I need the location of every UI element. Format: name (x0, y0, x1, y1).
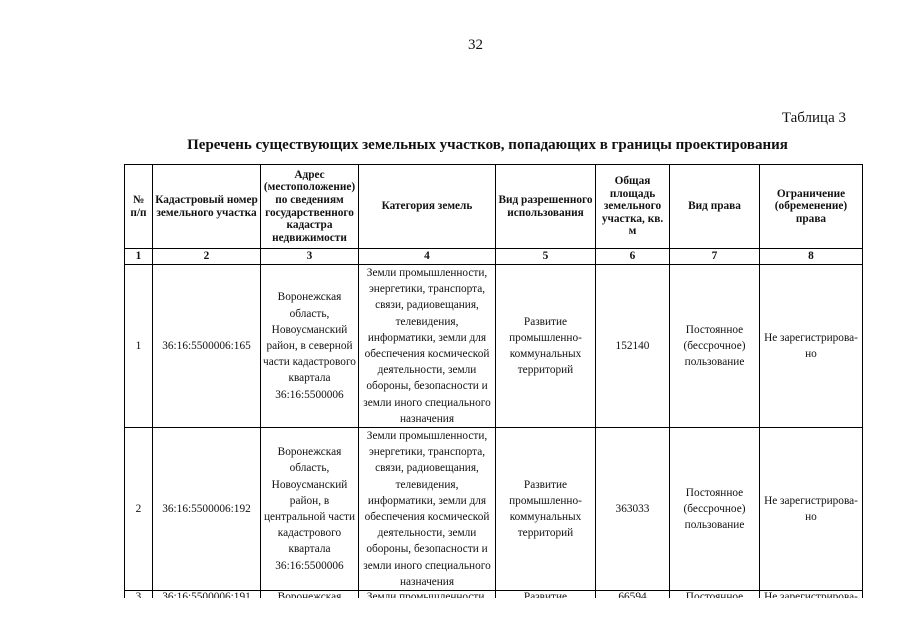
cadastral-number: 36:16:5500006:192 (153, 428, 261, 591)
header-number: № п/п (125, 165, 153, 249)
header-usage: Вид разрешенного использования (496, 165, 596, 249)
column-number: 7 (670, 249, 760, 265)
header-restriction: Ограничение (обременение) права (760, 165, 863, 249)
table-row (125, 265, 863, 428)
column-number: 4 (359, 249, 496, 265)
page-number: 32 (468, 37, 483, 53)
column-number: 3 (261, 249, 359, 265)
row-number: 1 (125, 265, 153, 428)
address-cell: Воронежская область, Новоусманский район, в центральной части кадастрового квартала 36:16:5500006 (261, 428, 359, 591)
table-number: Таблица 3 (781, 110, 846, 126)
header-area: Общая площадь земельного участка, кв. м (596, 165, 670, 249)
category-cell: Земли промышленности, энергетики, транспорта, связи, радиовещания, телевидения, информатики, земли для обеспечения космической деятельности, земли обороны, безопасности и земли иного специального назначения (359, 428, 496, 591)
page-bottom-margin (0, 598, 903, 640)
table-header-row (125, 165, 863, 249)
header-category: Категория земель (359, 165, 496, 249)
column-number: 2 (153, 249, 261, 265)
right-cell: Постоянное (бессрочное) пользование (670, 428, 760, 591)
header-right: Вид права (670, 165, 760, 249)
usage-cell: Развитие промышленно-коммунальных территорий (496, 265, 596, 428)
column-number: 5 (496, 249, 596, 265)
column-number: 6 (596, 249, 670, 265)
cadastral-number: 36:16:5500006:165 (153, 265, 261, 428)
column-number: 8 (760, 249, 863, 265)
row-number: 2 (125, 428, 153, 591)
restriction-cell: Не зарегистрирова-но (760, 265, 863, 428)
category-cell: Земли промышленности, энергетики, транспорта, связи, радиовещания, телевидения, информатики, земли для обеспечения космической деятельности, земли обороны, безопасности и земли иного специального назначения (359, 265, 496, 428)
land-plots-table (124, 164, 863, 607)
usage-cell: Развитие промышленно-коммунальных территорий (496, 428, 596, 591)
column-number-row (125, 249, 863, 265)
address-cell: Воронежская область, Новоусманский район, в северной части кадастрового квартала 36:16:5500006 (261, 265, 359, 428)
table-row (125, 428, 863, 591)
header-cadastral: Кадастровый номер земельного участка (153, 165, 261, 249)
column-number: 1 (125, 249, 153, 265)
restriction-cell: Не зарегистрирова-но (760, 428, 863, 591)
right-cell: Постоянное (бессрочное) пользование (670, 265, 760, 428)
table-title: Перечень существующих земельных участков, попадающих в границы проектирования (187, 137, 788, 153)
header-address: Адрес (местоположение) по сведениям государственного кадастра недвижимости (261, 165, 359, 249)
area-cell: 152140 (596, 265, 670, 428)
area-cell: 363033 (596, 428, 670, 591)
